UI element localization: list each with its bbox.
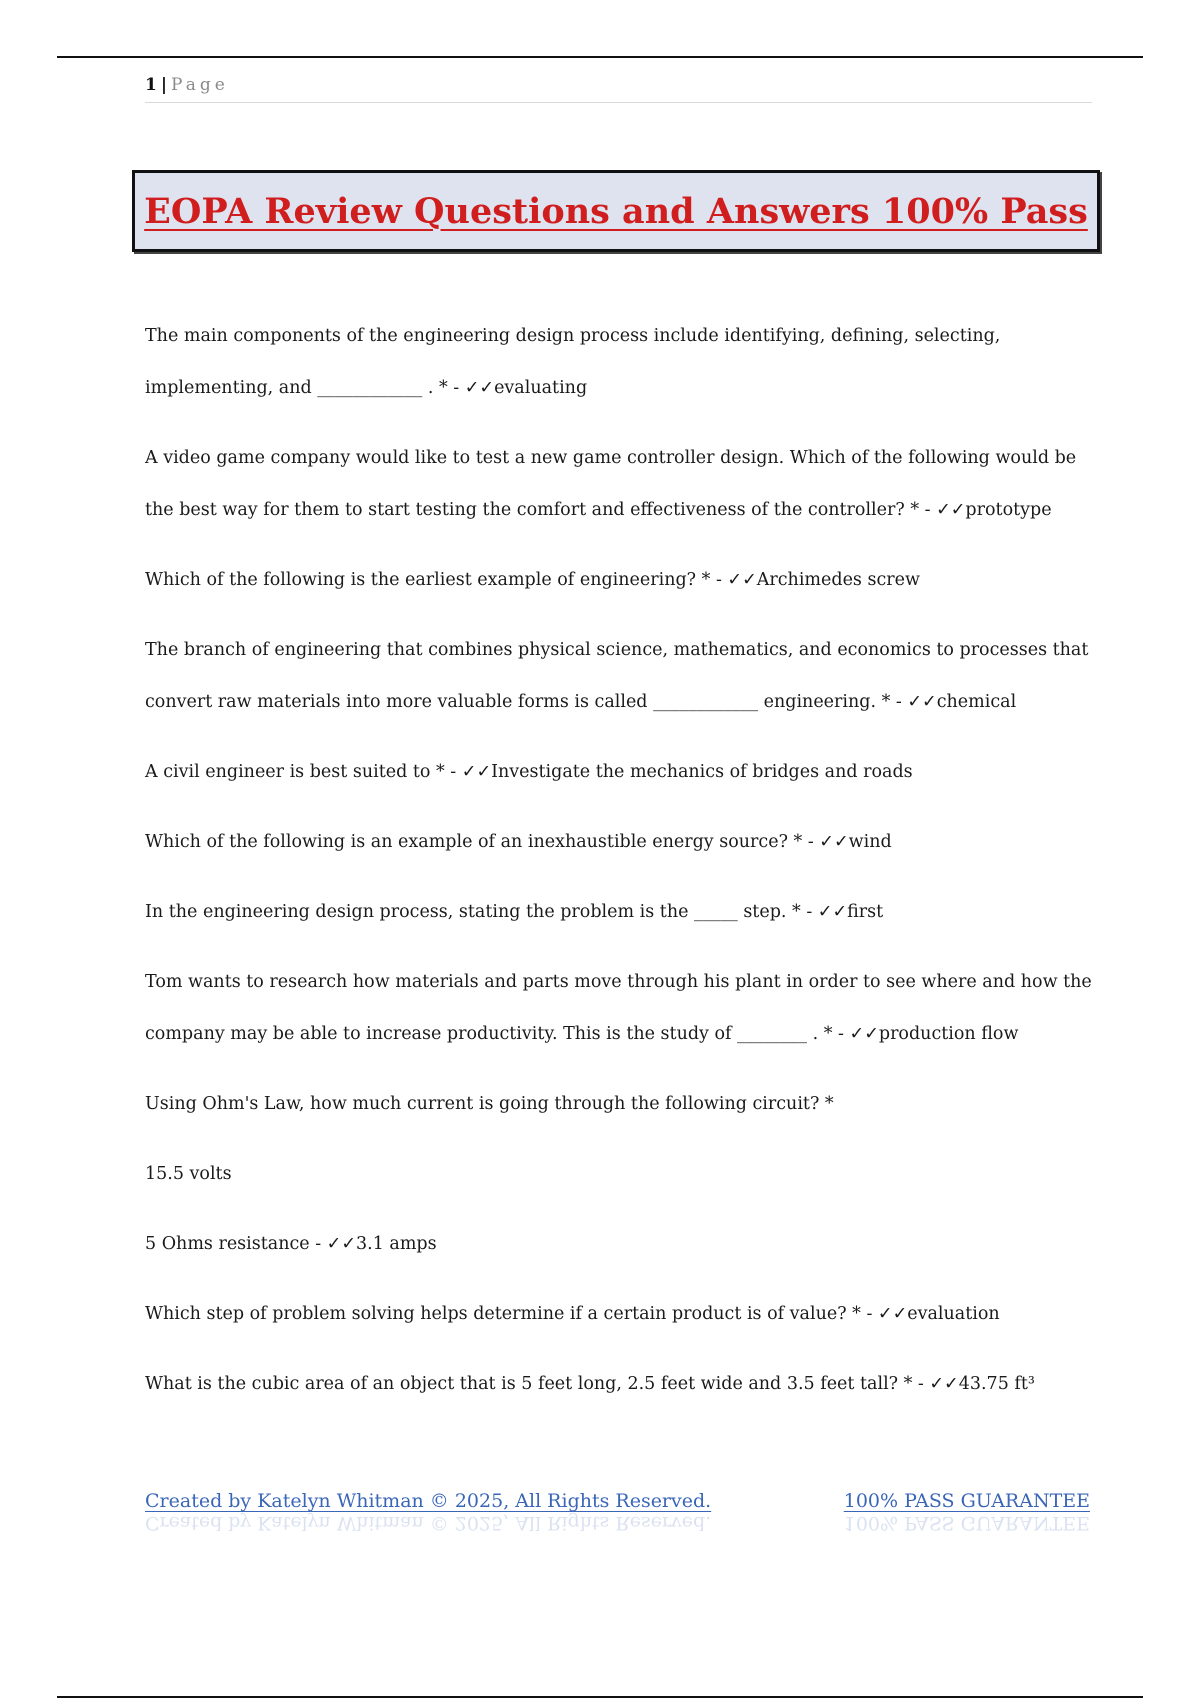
- document-title: EOPA Review Questions and Answers 100% Pass: [144, 190, 1088, 232]
- qa-item: A civil engineer is best suited to * - ✓✓Investigate the mechanics of bridges and roads: [145, 762, 913, 782]
- bottom-rule: [57, 1696, 1143, 1698]
- qa-item: 15.5 volts: [145, 1164, 232, 1184]
- footer-copyright: Created by Katelyn Whitman © 2025, All Rights Reserved.: [145, 1490, 712, 1512]
- page-number: 1: [145, 75, 157, 95]
- qa-item: The main components of the engineering design process include identifying, defining, selecting, implementing, and ____________ . * - ✓✓evaluating: [145, 326, 1001, 398]
- qa-item: The branch of engineering that combines physical science, mathematics, and economics to processes that convert raw materials into more valuable forms is called ____________ engineering. * - ✓✓chemical: [145, 640, 1089, 712]
- page-header: [145, 72, 1092, 103]
- qa-item: Which step of problem solving helps determine if a certain product is of value? * - ✓✓evaluation: [145, 1304, 1000, 1324]
- title-box: [132, 170, 1100, 252]
- qa-item: Which of the following is an example of an inexhaustible energy source? * - ✓✓wind: [145, 832, 892, 852]
- qa-item: In the engineering design process, stating the problem is the _____ step. * - ✓✓first: [145, 902, 884, 922]
- top-rule: [57, 56, 1143, 58]
- qa-item: A video game company would like to test a new game controller design. Which of the following would be the best way for them to start testing the comfort and effectiveness of the controller? * - ✓✓prototype: [145, 448, 1077, 520]
- qa-item: Tom wants to research how materials and parts move through his plant in order to see where and how the company may be able to increase productivity. This is the study of ________ . * - ✓✓production flow: [145, 972, 1092, 1044]
- qa-item: What is the cubic area of an object that is 5 feet long, 2.5 feet wide and 3.5 feet tall? * - ✓✓43.75 ft³: [145, 1374, 1035, 1394]
- footer-guarantee: 100% PASS GUARANTEE: [843, 1490, 1090, 1512]
- qa-item: 5 Ohms resistance - ✓✓3.1 amps: [145, 1234, 437, 1254]
- qa-item: Using Ohm's Law, how much current is going through the following circuit? *: [145, 1094, 834, 1114]
- page-separator: |: [160, 75, 168, 95]
- qa-list: [145, 310, 1095, 1428]
- page-label: Page: [171, 75, 229, 95]
- qa-item: Which of the following is the earliest example of engineering? * - ✓✓Archimedes screw: [145, 570, 920, 590]
- footer-guarantee-reflection: 100% PASS GUARANTEE: [843, 1512, 1090, 1534]
- footer-copyright-reflection: Created by Katelyn Whitman © 2025, All Rights Reserved.: [145, 1512, 712, 1534]
